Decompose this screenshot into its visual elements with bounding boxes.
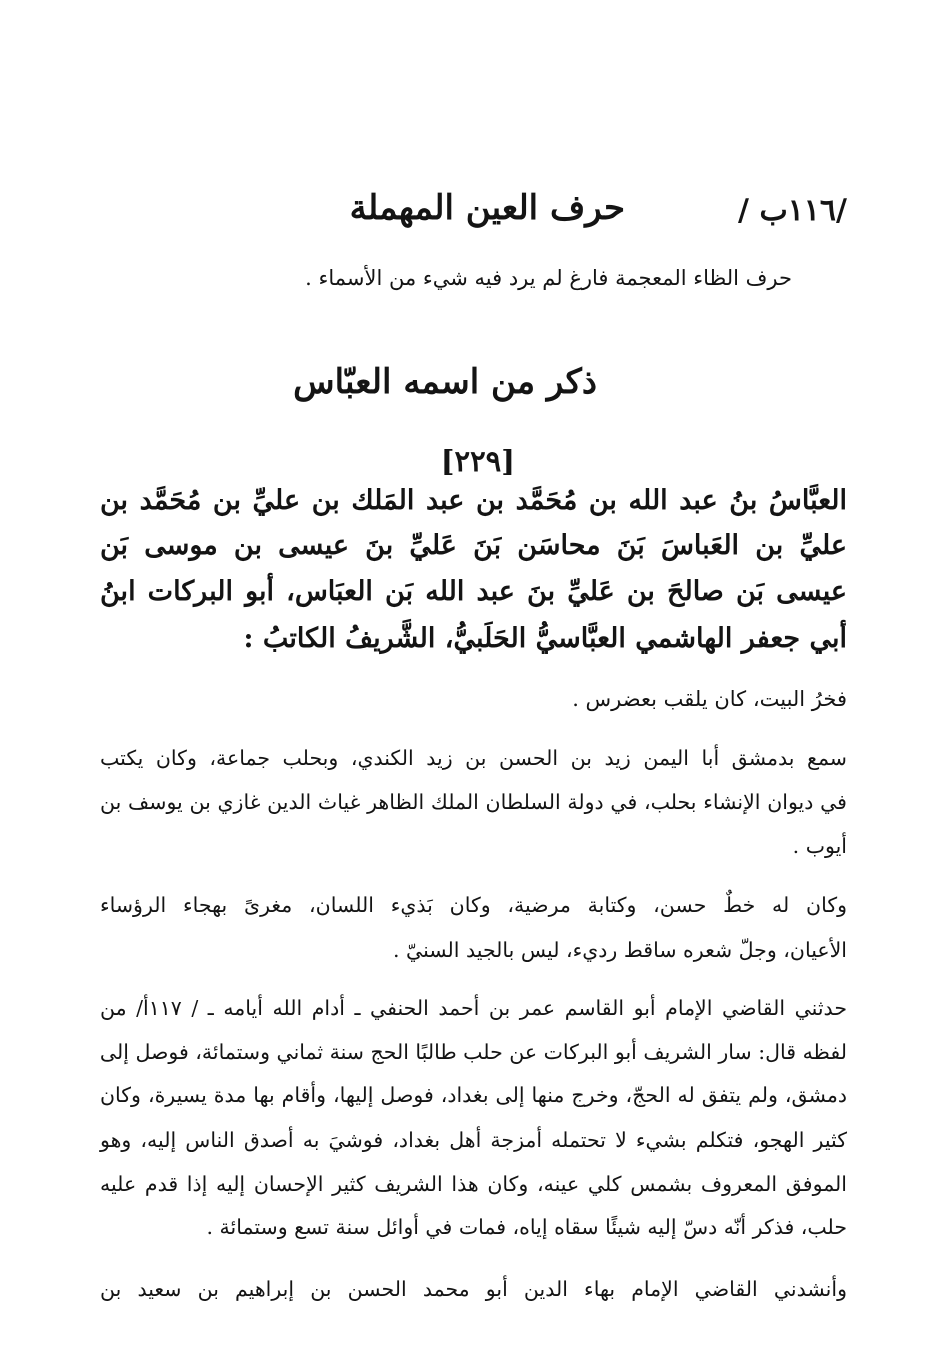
- entry-number: [٢٢٩]: [440, 444, 515, 478]
- body-line: حدثني القاضي الإمام أبو القاسم عمر بن أحمد الحنفي ـ أدام الله أيامه ـ / ١١٧أ/ من: [100, 996, 847, 1020]
- entry-heading-line: العبَّاسُ بنُ عبد الله بن مُحَمَّد بن عبد المَلك بن عليِّ بن مُحَمَّد بن: [100, 485, 847, 516]
- body-line: في ديوان الإنشاء بحلب، في دولة السلطان الملك الظاهر غياث الدين غازي بن يوسف بن: [100, 790, 847, 814]
- entry-heading-line: أبي جعفر الهاشمي العبَّاسيُّ الحَلَبيُّ، الشَّريفُ الكاتبُ :: [243, 623, 847, 654]
- lakab-line: فخرُ البيت، كان يلقب بعضرس .: [572, 687, 847, 711]
- body-line: الأعيان، وجلّ شعره ساقط رديء، ليس بالجيد السنيّ .: [392, 938, 847, 962]
- entry-heading-line: عيسى بَن صالحَ بن عَليِّ بنَ عبد الله بَن العبَاس، أبو البركات ابنُ: [100, 576, 847, 607]
- body-line: وأنشدني القاضي الإمام بهاء الدين أبو محمد الحسن بن إبراهيم بن سعيد بن: [100, 1277, 847, 1301]
- body-line: وكان له خطٌ حسن، وكتابة مرضية، وكان بَذيء اللسان، مغرىً بهجاء الرؤساء: [100, 893, 847, 917]
- body-line: أيوب .: [792, 834, 847, 858]
- chapter-title: حرف العين المهملة: [349, 188, 625, 228]
- body-line: كثير الهجو، فتكلم بشيء لا تحتمله أمزجة أهل بغداد، فوشيَ به أصدق الناس إليه، وهو: [100, 1128, 847, 1152]
- section-title: ذكر من اسمه العبّاس: [293, 362, 597, 402]
- intro-note: حرف الظاء المعجمة فارغ لم يرد فيه شيء من الأسماء .: [305, 266, 792, 290]
- entry-heading-line: عليِّ بن العَباسَ بَنَ محاسَن بَنَ عَليِّ بنَ عيسى بن موسى بَن: [100, 530, 847, 561]
- body-line: دمشق، ولم يتفق له الحجّ، وخرج منها إلى بغداد، فوصل إليها، وأقام بها مدة يسيرة، وكان: [100, 1083, 847, 1107]
- folio-marker: / ١١٦ب/: [738, 193, 847, 228]
- body-line: سمع بدمشق أبا اليمن زيد بن الحسن بن زيد الكندي، وبحلب جماعة، وكان يكتب: [100, 746, 847, 770]
- body-line: لفظه قال: سار الشريف أبو البركات عن حلب طالبًا الحج سنة ثماني وستمائة، فوصل إلى: [99, 1040, 847, 1064]
- body-line: الموفق المعروف بشمس كلي عينه، وكان هذا الشريف كثير الإحسان إليه إذا قدم عليه: [100, 1172, 847, 1196]
- body-line: حلب، فذكر أنّه دسّ إليه شيئًا سقاه إياه، فمات في أوائل سنة تسع وستمائة .: [206, 1215, 847, 1239]
